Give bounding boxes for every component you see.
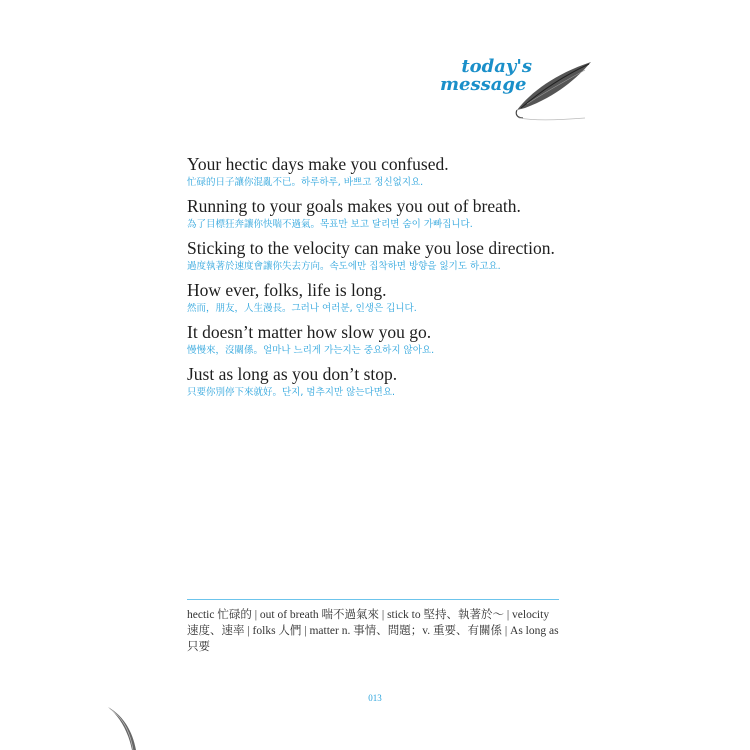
message-line [187,321,567,358]
translation-text: 為了目標狂奔讓你快喘不過氣。목표만 보고 달리면 숨이 가빠집니다. [187,219,473,230]
vocabulary-notes: hectic 忙碌的 | out of breath 喘不過氣來 | stick to 堅持、執著於～ | velocity 速度、速率 | folks 人們 | matter n. 事情、問題；v. 重要、有關係 | As long as 只要 [187,609,559,653]
title-line-1: today's [461,56,532,77]
message-line [187,153,567,190]
message-line [187,279,567,316]
translation-text: 只要你別停下來就好。단지, 멈추지만 않는다면요. [187,387,396,398]
translation-text: 慢慢來，沒關係。얼마나 느리게 가는지는 중요하지 않아요. [187,345,435,356]
english-sentence: Just as long as you don’t stop. [187,364,398,384]
title-line-2: message [440,74,527,95]
english-sentence: Sticking to the velocity can make you lose direction. [187,238,555,258]
page-number: 013 [368,693,382,703]
english-sentence: How ever, folks, life is long. [187,280,387,300]
english-sentence: Running to your goals makes you out of breath. [187,196,521,216]
translation-text: 然而，朋友，人生漫長。그러나 여러분, 인생은 깁니다. [187,303,417,314]
english-sentence: Your hectic days make you confused. [187,154,449,174]
message-line [187,195,567,232]
message-body [187,153,567,405]
translation-text: 忙碌的日子讓你混亂不已。하루하루, 바쁘고 정신없지요. [187,177,424,188]
translation-text: 過度執著於速度會讓你失去方向。속도에만 집착하면 방향을 잃기도 하고요. [187,261,501,272]
message-line [187,237,567,274]
english-sentence: It doesn’t matter how slow you go. [187,322,432,342]
message-line [187,363,567,400]
corner-swirl-icon [100,705,150,750]
vocab-divider [187,599,559,600]
quill-feather-icon [505,58,605,128]
